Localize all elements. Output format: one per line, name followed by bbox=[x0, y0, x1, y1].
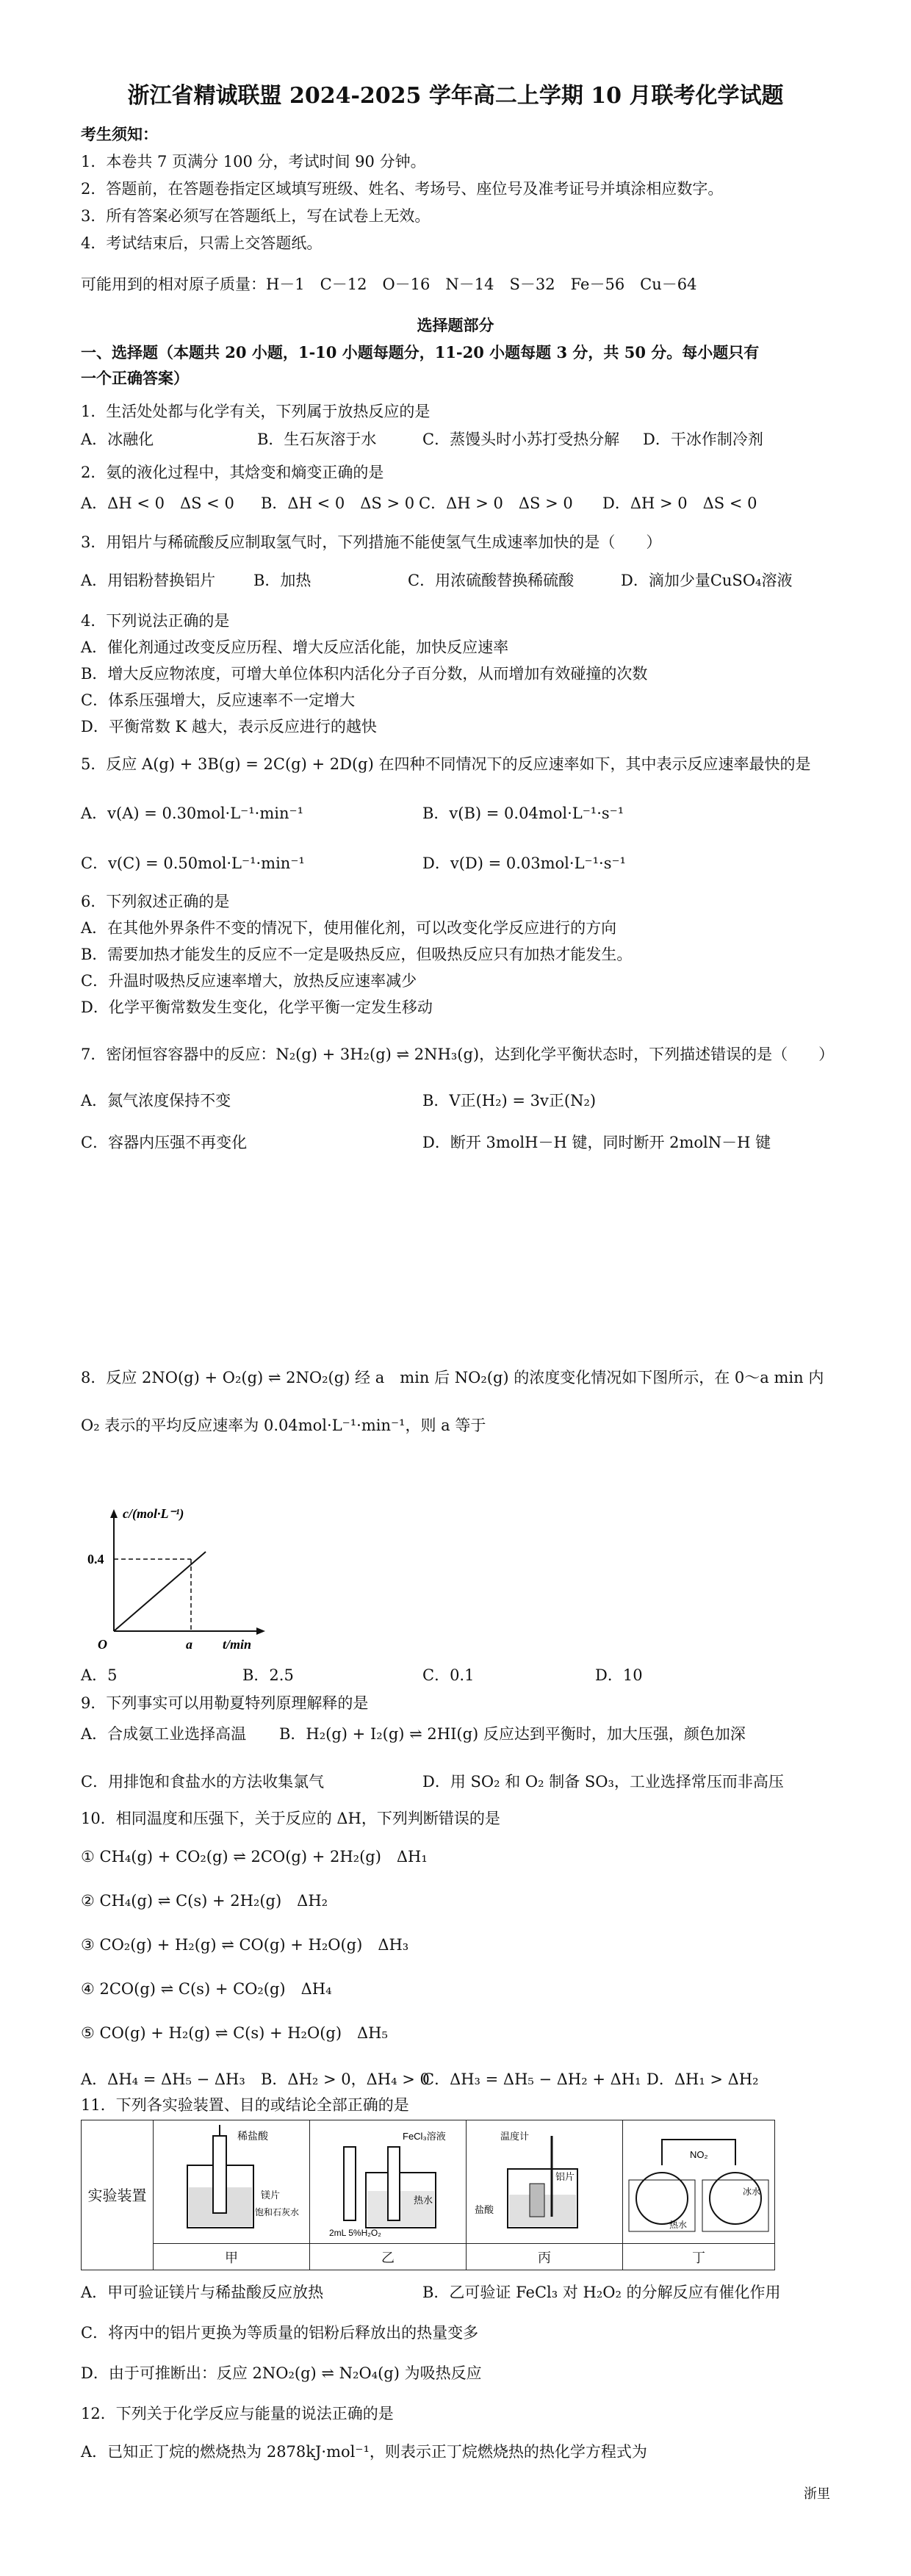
apparatus-ding bbox=[623, 2120, 775, 2244]
atomic-masses: 可能用到的相对原子质量：H－1 C－12 O－16 N－14 S－32 Fe－56 Cu－64 bbox=[81, 276, 697, 293]
q2-option-b: B．ΔH < 0 ΔS > 0 bbox=[261, 494, 415, 512]
q5-option-d: D．v(D) = 0.03mol·L⁻¹·s⁻¹ bbox=[422, 855, 626, 872]
label-bing: 丙 bbox=[467, 2244, 623, 2270]
bing-label-al: 铝片 bbox=[555, 2171, 575, 2182]
apparatus-yi bbox=[310, 2120, 467, 2244]
q10-reaction-3: ③ CO₂(g) + H₂(g) ⇌ CO(g) + H₂O(g) ΔH₃ bbox=[81, 1936, 409, 1954]
q7-stem: 7．密闭恒容容器中的反应：N₂(g) + 3H₂(g) ⇌ 2NH₃(g)，达到化学平衡状态时，下列描述错误的是（ ） bbox=[81, 1046, 835, 1063]
part1-heading: 一、选择题（本题共 20 小题，1-10 小题每题分，11-20 小题每题 3 分，共 50 分。每小题只有 bbox=[81, 343, 760, 361]
q1-option-b: B．生石灰溶于水 bbox=[257, 431, 377, 448]
bing-label-hcl: 盐酸 bbox=[475, 2204, 494, 2215]
q8-option-c: C．0.1 bbox=[422, 1666, 475, 1684]
q6-option-d: D．化学平衡常数发生变化，化学平衡一定发生移动 bbox=[81, 999, 433, 1016]
apparatus-jia-drawing bbox=[158, 2121, 305, 2239]
page-footer: 浙里 bbox=[804, 2486, 830, 2502]
q6-option-b: B．需要加热才能发生的反应不一定是吸热反应，但吸热反应只有加热才能发生。 bbox=[81, 946, 633, 963]
q7-option-d: D．断开 3molH－H 键，同时断开 2molN－H 键 bbox=[422, 1134, 771, 1151]
q7-option-b: B．V正(H₂) = 3v正(N₂) bbox=[422, 1092, 597, 1109]
q9-option-d: D．用 SO₂ 和 O₂ 制备 SO₃，工业选择常压而非高压 bbox=[422, 1773, 784, 1791]
q5-option-b: B．v(B) = 0.04mol·L⁻¹·s⁻¹ bbox=[422, 805, 624, 822]
q5-option-a: A．v(A) = 0.30mol·L⁻¹·min⁻¹ bbox=[81, 805, 304, 822]
apparatus-jia bbox=[154, 2120, 310, 2244]
q11-option-b: B．乙可验证 FeCl₃ 对 H₂O₂ 的分解反应有催化作用 bbox=[422, 2284, 781, 2301]
q10-stem: 10．相同温度和压强下，关于反应的 ΔH，下列判断错误的是 bbox=[81, 1810, 500, 1827]
yi-label-fecl3: FeCl₃溶液 bbox=[403, 2131, 446, 2142]
ding-label-hot: 热水 bbox=[669, 2220, 688, 2230]
q4-option-a: A．催化剂通过改变反应历程、增大反应活化能，加快反应速率 bbox=[81, 638, 509, 656]
q4-option-b: B．增大反应物浓度，可增大单位体积内活化分子百分数，从而增加有效碰撞的次数 bbox=[81, 665, 648, 683]
graph-ytick: 0.4 bbox=[87, 1552, 104, 1566]
q10-option-c: C．ΔH₃ = ΔH₅ − ΔH₂ + ΔH₁ bbox=[422, 2070, 641, 2088]
part1-heading-cont: 一个正确答案） bbox=[81, 369, 189, 387]
notice-item: 1．本卷共 7 页满分 100 分，考试时间 90 分钟。 bbox=[81, 153, 426, 170]
q7-option-a: A．氮气浓度保持不变 bbox=[81, 1092, 231, 1109]
q11-apparatus-table bbox=[81, 2120, 775, 2270]
q1-option-a: A．冰融化 bbox=[81, 431, 154, 448]
label-yi: 乙 bbox=[310, 2244, 467, 2270]
q6-option-a: A．在其他外界条件不变的情况下，使用催化剂，可以改变化学反应进行的方向 bbox=[81, 919, 617, 937]
q9-stem: 9．下列事实可以用勒夏特列原理解释的是 bbox=[81, 1694, 369, 1712]
q10-option-a: A．ΔH₄ = ΔH₅ − ΔH₃ bbox=[81, 2070, 245, 2088]
q4-option-c: C．体系压强增大，反应速率不一定增大 bbox=[81, 691, 356, 709]
graph-ylabel: c/(mol·L⁻¹) bbox=[123, 1506, 184, 1521]
concentration-line bbox=[114, 1552, 206, 1631]
yi-label-hot-water: 热水 bbox=[414, 2195, 433, 2206]
apparatus-ding-drawing bbox=[625, 2121, 772, 2239]
jia-label-limewater: 饱和石灰水 bbox=[255, 2207, 300, 2217]
q2-option-c: C．ΔH > 0 ΔS > 0 bbox=[419, 494, 573, 512]
ding-label-no2: NO₂ bbox=[690, 2149, 708, 2160]
q12-stem: 12．下列关于化学反应与能量的说法正确的是 bbox=[81, 2405, 394, 2422]
graph-xtick: a bbox=[186, 1637, 192, 1652]
yi-label-h2o2: 2mL 5%H₂O₂ bbox=[329, 2228, 381, 2238]
y-axis-arrow bbox=[110, 1509, 118, 1518]
q8-stem-cont: O₂ 表示的平均反应速率为 0.04mol·L⁻¹·min⁻¹，则 a 等于 bbox=[81, 1417, 486, 1434]
q3-option-a: A．用铝粉替换铝片 bbox=[81, 572, 216, 589]
graph-origin: O bbox=[98, 1637, 107, 1652]
notice-heading: 考生须知： bbox=[81, 125, 158, 143]
q11-option-c: C．将丙中的铝片更换为等质量的铝粉后释放出的热量变多 bbox=[81, 2324, 479, 2342]
q1-stem: 1．生活处处都与化学有关，下列属于放热反应的是 bbox=[81, 403, 431, 420]
q8-option-d: D．10 bbox=[595, 1666, 643, 1684]
q10-reaction-2: ② CH₄(g) ⇌ C(s) + 2H₂(g) ΔH₂ bbox=[81, 1892, 328, 1910]
notice-item: 3．所有答案必须写在答题纸上，写在试卷上无效。 bbox=[81, 207, 431, 225]
q2-option-d: D．ΔH > 0 ΔS < 0 bbox=[602, 494, 757, 512]
q9-option-a: A．合成氨工业选择高温 bbox=[81, 1725, 247, 1743]
graph-xlabel: t/min bbox=[223, 1637, 252, 1652]
ding-label-ice: 冰水 bbox=[743, 2187, 761, 2197]
q3-option-d: D．滴加少量CuSO₄溶液 bbox=[621, 572, 793, 589]
jia-label-acid: 稀盐酸 bbox=[237, 2130, 268, 2142]
table-row-label: 实验装置 bbox=[82, 2120, 154, 2270]
q10-reaction-1: ① CH₄(g) + CO₂(g) ⇌ 2CO(g) + 2H₂(g) ΔH₁ bbox=[81, 1848, 428, 1866]
q5-stem: 5．反应 A(g) + 3B(g) = 2C(g) + 2D(g) 在四种不同情况下的反应速率如下，其中表示反应速率最快的是 bbox=[81, 755, 811, 773]
page-title: 浙江省精诚联盟 2024-2025 学年高二上学期 10 月联考化学试题 bbox=[127, 83, 784, 109]
q6-stem: 6．下列叙述正确的是 bbox=[81, 893, 230, 910]
q2-option-a: A．ΔH < 0 ΔS < 0 bbox=[81, 494, 234, 512]
q12-option-a: A．已知正丁烷的燃烧热为 2878kJ·mol⁻¹，则表示正丁烷燃烧热的热化学方程式为 bbox=[81, 2443, 647, 2461]
q3-option-c: C．用浓硫酸替换稀硫酸 bbox=[408, 572, 575, 589]
apparatus-bing bbox=[467, 2120, 623, 2244]
notice-item: 2．答题前，在答题卷指定区域填写班级、姓名、考场号、座位号及准考证号并填涂相应数字。 bbox=[81, 180, 724, 198]
q8-stem: 8．反应 2NO(g) + O₂(g) ⇌ 2NO₂(g) 经 a min 后 NO₂(g) 的浓度变化情况如下图所示，在 0～a min 内 bbox=[81, 1369, 824, 1386]
label-ding: 丁 bbox=[623, 2244, 775, 2270]
q11-option-a: A．甲可验证镁片与稀盐酸反应放热 bbox=[81, 2284, 324, 2301]
q8-concentration-graph bbox=[84, 1499, 276, 1653]
q11-stem: 11．下列各实验装置、目的或结论全部正确的是 bbox=[81, 2096, 409, 2114]
bing-label-thermometer: 温度计 bbox=[500, 2131, 530, 2142]
q3-option-b: B．加热 bbox=[253, 572, 312, 589]
notice-item: 4．考试结束后，只需上交答题纸。 bbox=[81, 234, 323, 252]
q4-option-d: D．平衡常数 K 越大，表示反应进行的越快 bbox=[81, 718, 377, 735]
q3-stem: 3．用铝片与稀硫酸反应制取氢气时，下列措施不能使氢气生成速率加快的是（ ） bbox=[81, 533, 662, 551]
q6-option-c: C．升温时吸热反应速率增大，放热反应速率减少 bbox=[81, 972, 417, 990]
q8-option-a: A．5 bbox=[81, 1666, 118, 1684]
x-axis-arrow bbox=[256, 1627, 265, 1635]
q1-option-c: C．蒸馒头时小苏打受热分解 bbox=[422, 431, 620, 448]
q10-option-b: B．ΔH₂ > 0，ΔH₄ > 0 bbox=[261, 2070, 430, 2088]
section-title: 选择题部分 bbox=[417, 316, 494, 334]
q5-option-c: C．v(C) = 0.50mol·L⁻¹·min⁻¹ bbox=[81, 855, 305, 872]
q8-option-b: B．2.5 bbox=[242, 1666, 294, 1684]
q1-option-d: D．干冰作制冷剂 bbox=[643, 431, 763, 448]
q10-reaction-5: ⑤ CO(g) + H₂(g) ⇌ C(s) + H₂O(g) ΔH₅ bbox=[81, 2024, 388, 2042]
q7-option-c: C．容器内压强不再变化 bbox=[81, 1134, 248, 1151]
jia-label-mg: 镁片 bbox=[261, 2190, 281, 2201]
q2-stem: 2．氨的液化过程中，其焓变和熵变正确的是 bbox=[81, 464, 384, 481]
q10-reaction-4: ④ 2CO(g) ⇌ C(s) + CO₂(g) ΔH₄ bbox=[81, 1980, 332, 1998]
apparatus-bing-drawing bbox=[471, 2121, 618, 2239]
q9-option-c: C．用排饱和食盐水的方法收集氯气 bbox=[81, 1773, 325, 1791]
q9-option-b: B．H₂(g) + I₂(g) ⇌ 2HI(g) 反应达到平衡时，加大压强，颜色加深 bbox=[279, 1725, 746, 1743]
apparatus-yi-drawing bbox=[314, 2121, 461, 2239]
q10-option-d: D．ΔH₁ > ΔH₂ bbox=[647, 2070, 759, 2088]
q11-option-d: D．由于可推断出：反应 2NO₂(g) ⇌ N₂O₄(g) 为吸热反应 bbox=[81, 2364, 482, 2382]
label-jia: 甲 bbox=[154, 2244, 310, 2270]
q4-stem: 4．下列说法正确的是 bbox=[81, 612, 230, 630]
